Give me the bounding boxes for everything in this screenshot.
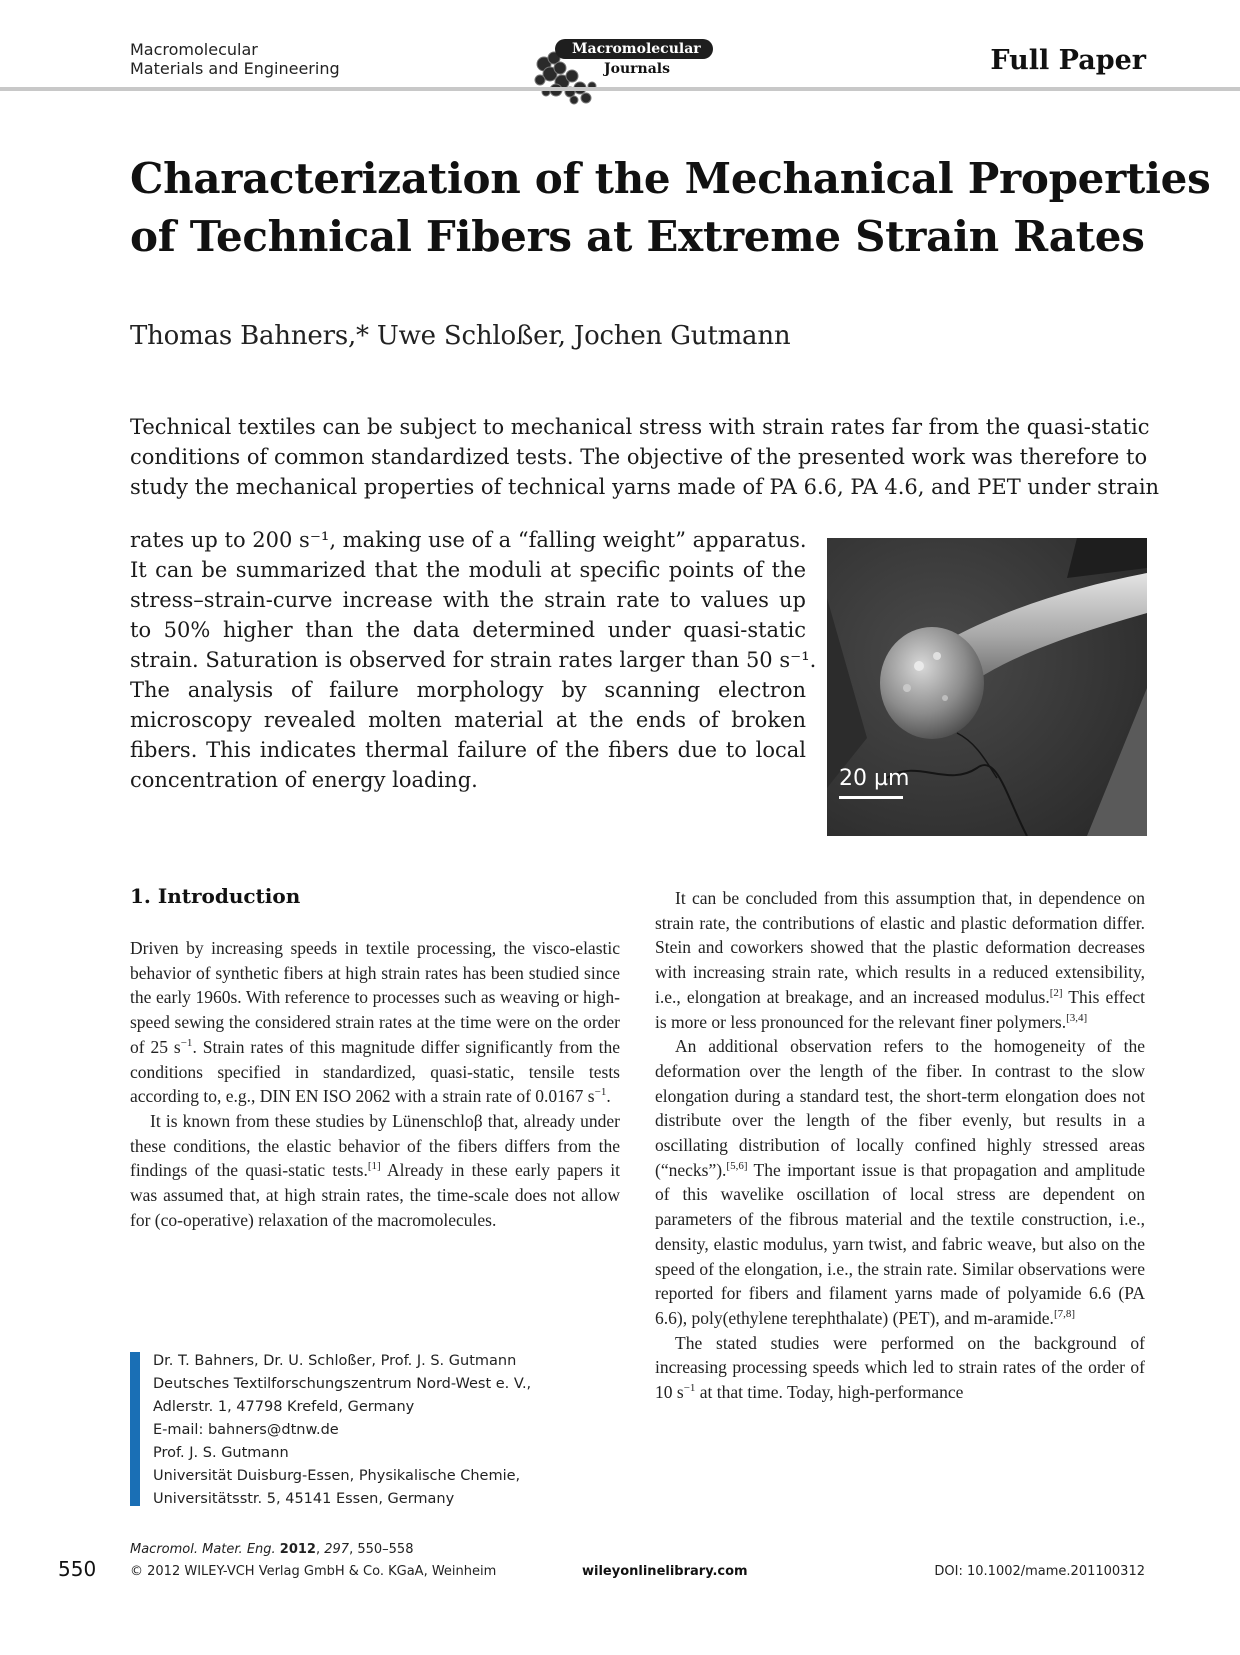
abstract-line: The analysis of failure morphology by scanning electron [130, 678, 806, 702]
fiber-end-micrograph-icon [827, 538, 1147, 836]
paper-title-line1: Characterization of the Mechanical Properties [130, 154, 1211, 203]
journal-name-line2: Materials and Engineering [130, 59, 340, 78]
affiliation-block [153, 1350, 531, 1511]
citation-ref: [3,4] [1066, 1011, 1088, 1024]
affiliation-line: Universitätsstr. 5, 45141 Essen, Germany [153, 1491, 455, 1507]
paper-title [130, 150, 1211, 266]
affiliation-email: E-mail: bahners@dtnw.de [153, 1422, 339, 1438]
scale-bar [839, 796, 903, 799]
section-heading: 1. Introduction [130, 884, 301, 908]
abstract-line: fibers. This indicates thermal failure of the fibers due to local [130, 738, 806, 762]
right-column-text [655, 886, 1145, 1405]
abstract-line: concentration of energy loading. [130, 768, 478, 792]
citation-ref: [7,8] [1053, 1308, 1076, 1321]
abstract-line: conditions of common standardized tests. The objective of the presented work was therefore to [130, 445, 1148, 469]
header-divider [0, 87, 1240, 91]
abstract-line: study the mechanical properties of technical yarns made of PA 6.6, PA 4.6, and PET under strain [130, 475, 1160, 499]
affiliation-line: Adlerstr. 1, 47798 Krefeld, Germany [153, 1399, 415, 1415]
abstract-line: to 50% higher than the data determined under quasi-static [130, 618, 806, 642]
paragraph: Driven by increasing speeds in textile processing, the visco-elastic behavior of synthetic fibers at high strain rates has been studied since the early 1960s. With reference to processes such as weaving or high-speed sewing the considered strain rates at the time were on the order of 25 $s^{-1}$. Strain rates of this magnitude differ significantly from the conditions specified in standardized, quasi-static, tensile tests according to, e.g., DIN EN ISO 2062 with a strain rate of 0.0167 $s^{-1}$. [130, 938, 621, 1107]
abstract-line: microscopy revealed molten material at the ends of broken [130, 708, 806, 732]
affiliation-accent-bar [130, 1352, 140, 1506]
logo-text-line2: Journals [604, 61, 670, 77]
doi-link[interactable]: DOI: 10.1002/mame.201100312 [934, 1564, 1145, 1579]
abstract-line: strain. Saturation is observed for strain rates larger than 50 s⁻¹. [130, 648, 817, 672]
affiliation-line: Deutsches Textilforschungszentrum Nord-West e. V., [153, 1376, 532, 1392]
website-link[interactable]: wileyonlinelibrary.com [582, 1564, 748, 1579]
affiliation-line: Prof. J. S. Gutmann [153, 1445, 289, 1461]
scale-bar-label: 20 µm [839, 766, 910, 791]
abstract-line: rates up to 200 s⁻¹, making use of a “falling weight” apparatus. [130, 528, 807, 552]
citation-ref: [1] [367, 1160, 381, 1173]
left-column-text [130, 936, 620, 1232]
copyright-notice: © 2012 WILEY-VCH Verlag GmbH & Co. KGaA, Weinheim [130, 1564, 497, 1579]
logo-text-line1: Macromolecular [572, 41, 701, 57]
citation-ref: [5,6] [726, 1159, 748, 1172]
journal-name-line1: Macromolecular [130, 40, 258, 59]
affiliation-line: Dr. T. Bahners, Dr. U. Schloßer, Prof. J. S. Gutmann [153, 1353, 517, 1369]
author-list: Thomas Bahners,* Uwe Schloßer, Jochen Gutmann [130, 321, 791, 351]
abstract-line: Technical textiles can be subject to mechanical stress with strain rates far from the quasi-static [130, 415, 1150, 439]
paragraph: An additional observation refers to the homogeneity of the deformation over the length of the fiber. In contrast to the slow elongation during a standard test, the short-term elongation does not distribute over the length of the fiber evenly, but results in a oscillating distribution of locally confined highly stressed areas (“necks”).[5,6] The important issue is that propagation and amplitude of this wavelike oscillation of local stress are dependent on parameters of the fibrous material and the textile construction, i.e., density, elastic modulus, yarn twist, and fabric weave, but also on the speed of the elongation, i.e., the strain rate. Similar observations were reported for fibers and filament yarns made of polyamide 6.6 (PA 6.6), poly(ethylene terephthalate) (PET), and m-aramide.[7,8] [655, 1036, 1145, 1328]
article-type: Full Paper [990, 45, 1146, 76]
page-number: 550 [58, 1557, 97, 1581]
paper-title-line2: of Technical Fibers at Extreme Strain Rates [130, 212, 1145, 261]
abstract-line: It can be summarized that the moduli at specific points of the [130, 558, 806, 582]
citation-ref: [2] [1049, 986, 1063, 999]
journal-name [130, 40, 340, 78]
sem-micrograph-image [827, 538, 1147, 836]
paragraph: It can be concluded from this assumption that, in dependence on strain rate, the contributions of elastic and plastic deformation differ. Stein and coworkers showed that the plastic deformation decreases with increasing strain rate, which results in a reduced extensibility, i.e., elongation at breakage, and an increased modulus.[2] This effect is more or less pronounced for the relevant finer polymers.[3,4] [655, 888, 1145, 1032]
affiliation-line: Universität Duisburg-Essen, Physikalische Chemie, [153, 1468, 521, 1484]
paragraph: It is known from these studies by Lünenschloβ that, already under these conditions, the elastic behavior of the fibers differs from the findings of the quasi-static tests.[1] Already in these early papers it was assumed that, at high strain rates, the time-scale does not allow for (co-operative) relaxation of the macromolecules. [130, 1110, 620, 1230]
journal-citation: Macromol. Mater. Eng. 2012, 297, 550–558 [130, 1542, 414, 1557]
paragraph: The stated studies were performed on the background of increasing processing speeds which led to strain rates of the order of 10 $s^{-1}$ at that time. Today, high-performance [655, 1332, 1145, 1403]
abstract-line: stress–strain-curve increase with the strain rate to values up [130, 588, 806, 612]
